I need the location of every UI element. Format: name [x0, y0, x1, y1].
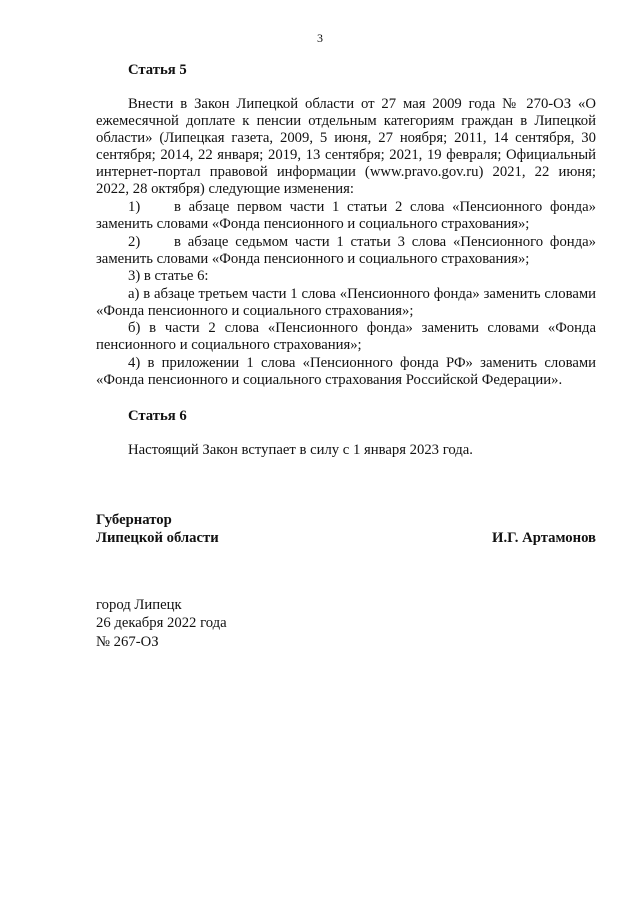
article-5-item-2 [96, 234, 596, 268]
signature-title-line-1: Губернатор [96, 512, 172, 528]
article-5-heading: Статья 5 [128, 62, 187, 78]
page-number: 3 [317, 31, 323, 45]
article-5-item-1 [96, 199, 596, 233]
article-5-intro: Внести в Закон Липецкой области от 27 мая 2009 года № 270-ОЗ «О ежемесячной доплате к пенсии отдельным категориям граждан в Липецкой области» (Липецкая газета, 2009, 5 июня, 27 ноября; 2011, 14 сентября, 30 сентября; 2014, 22 января; 2019, 13 сентября; 2021, 19 февраля; Официальный интернет-портал правовой информации (www.pravo.gov.ru) 2021, 22 июня; 2022, 28 октября) следующие изменения: [96, 96, 596, 198]
article-5-item-3b: б) в части 2 слова «Пенсионного фонда» заменить словами «Фонда пенсионного и социального страхования»; [96, 320, 596, 354]
signature-title-line-2: Липецкой области [96, 530, 219, 546]
item-2-number: 2) [128, 234, 141, 250]
article-6-heading: Статья 6 [128, 408, 187, 424]
article-5-item-4: 4) в приложении 1 слова «Пенсионного фонда РФ» заменить словами «Фонда пенсионного и социального страхования Российской Федерации». [96, 355, 596, 389]
item-1-text: в абзаце первом части 1 статьи 2 слова «Пенсионного фонда» заменить словами «Фонда пенсионного и социального страхования»; [96, 199, 596, 233]
signature-block [96, 511, 596, 547]
article-5-item-3: 3) в статье 6: [128, 268, 209, 284]
law-number: № 267-ОЗ [96, 633, 159, 650]
article-5-item-3a: а) в абзаце третьем части 1 слова «Пенсионного фонда» заменить словами «Фонда пенсионного и социального страхования»; [96, 286, 596, 320]
item-1-number: 1) [128, 199, 141, 215]
signature-name: И.Г. Артамонов [492, 530, 596, 546]
enactment-details [96, 596, 227, 651]
enactment-city: город Липецк [96, 597, 182, 613]
article-6-text: Настоящий Закон вступает в силу с 1 января 2023 года. [128, 442, 473, 458]
item-2-text: в абзаце седьмом части 1 статьи 3 слова «Пенсионного фонда» заменить словами «Фонда пенсионного и социального страхования»; [96, 234, 596, 268]
enactment-date: 26 декабря 2022 года [96, 615, 227, 632]
